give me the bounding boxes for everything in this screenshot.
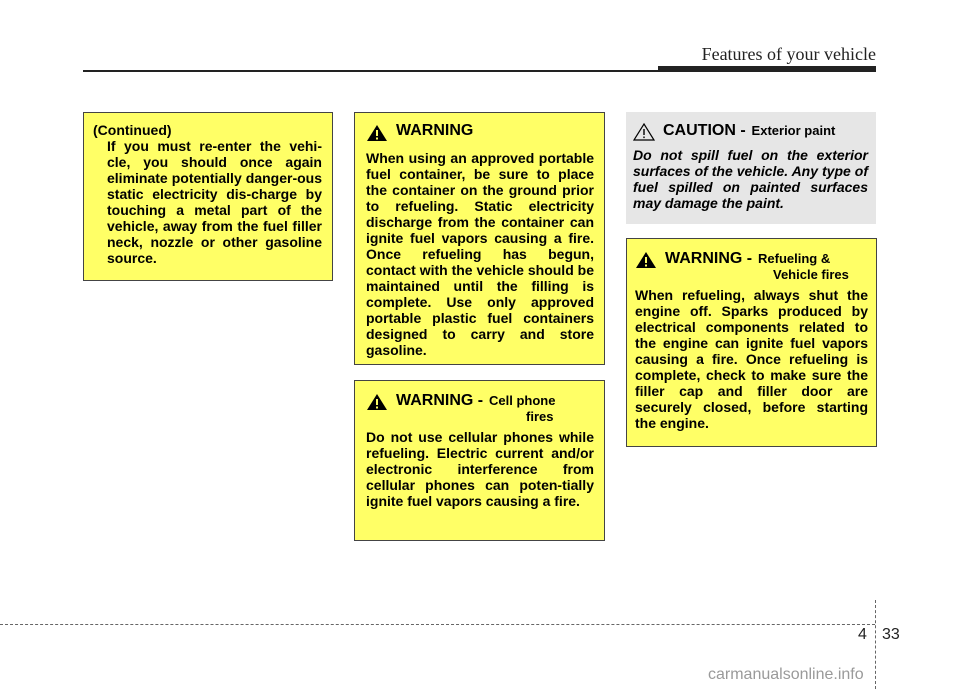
caution-paint-text: Do not spill fuel on the exterior surfaces of the vehicle. Any type of fuel spilled on painted surfaces may damage the paint. [633,147,868,211]
warning-label: WARNING - [665,250,753,267]
footer-divider [875,600,876,689]
section-title: Features of your vehicle [701,44,876,64]
chapter-number: 4 [858,626,867,643]
header-rule-accent [658,66,876,72]
caution-paint-heading [633,122,868,141]
warning-label: WARNING - [396,392,484,409]
warning-refueling-box [626,238,877,447]
warning-cellphone-subheading-2: fires [526,409,554,424]
watermark-text: carmanualsonline.info [708,666,864,683]
warning-cellphone-text: Do not use cellular phones while refueling. Electric current and/or electronic interference from cellular phones can poten-tially ignite fuel vapors causing a fire. [366,429,594,509]
warning-refueling-subheading-2: Vehicle fires [773,267,849,282]
warning-cellphone-subheading: Cell phone [489,393,556,408]
page-number: 33 [882,626,900,643]
continued-heading: (Continued) [93,122,172,138]
continued-text: If you must re-enter the vehi-cle, you should once again eliminate potentially danger-ous static electricity dis-charge by touching a metal part of the vehicle, away from the fuel filler neck, nozzle or other gasoline source. [107,138,322,266]
warning-triangle-icon [635,251,657,269]
warning-cellphone-box [354,380,605,541]
warning-refueling-heading [635,250,868,283]
warning-container-heading [366,123,594,142]
warning-container-text: When using an approved portable fuel container, be sure to place the container on the ground prior to refueling. Static electricity discharge from the container can ignite fuel vapors causing a fire. Once refueling has begun, contact with the vehicle should be maintained until the filling is complete. Use only approved portable plastic fuel containers designed to carry and store gasoline. [366,150,594,358]
caution-label: CAUTION - [663,122,746,139]
warning-refueling-subheading: Refueling & [758,251,831,266]
warning-refueling-text: When refueling, always shut the engine off. Sparks produced by electrical components related to the engine can ignite fuel vapors causing a fire. Once refueling is complete, check to make sure the filler cap and filler door are securely closed, before starting the engine. [635,287,868,431]
caution-paint-box [626,112,876,224]
footer-rule [0,624,875,625]
warning-label: WARNING [396,122,474,139]
warning-triangle-icon [366,124,388,142]
warning-cellphone-heading [366,392,594,425]
caution-triangle-icon [633,123,655,141]
warning-triangle-icon [366,393,388,411]
caution-paint-subheading: Exterior paint [751,123,836,138]
warning-container-box [354,112,605,365]
continued-note-box [83,112,333,281]
